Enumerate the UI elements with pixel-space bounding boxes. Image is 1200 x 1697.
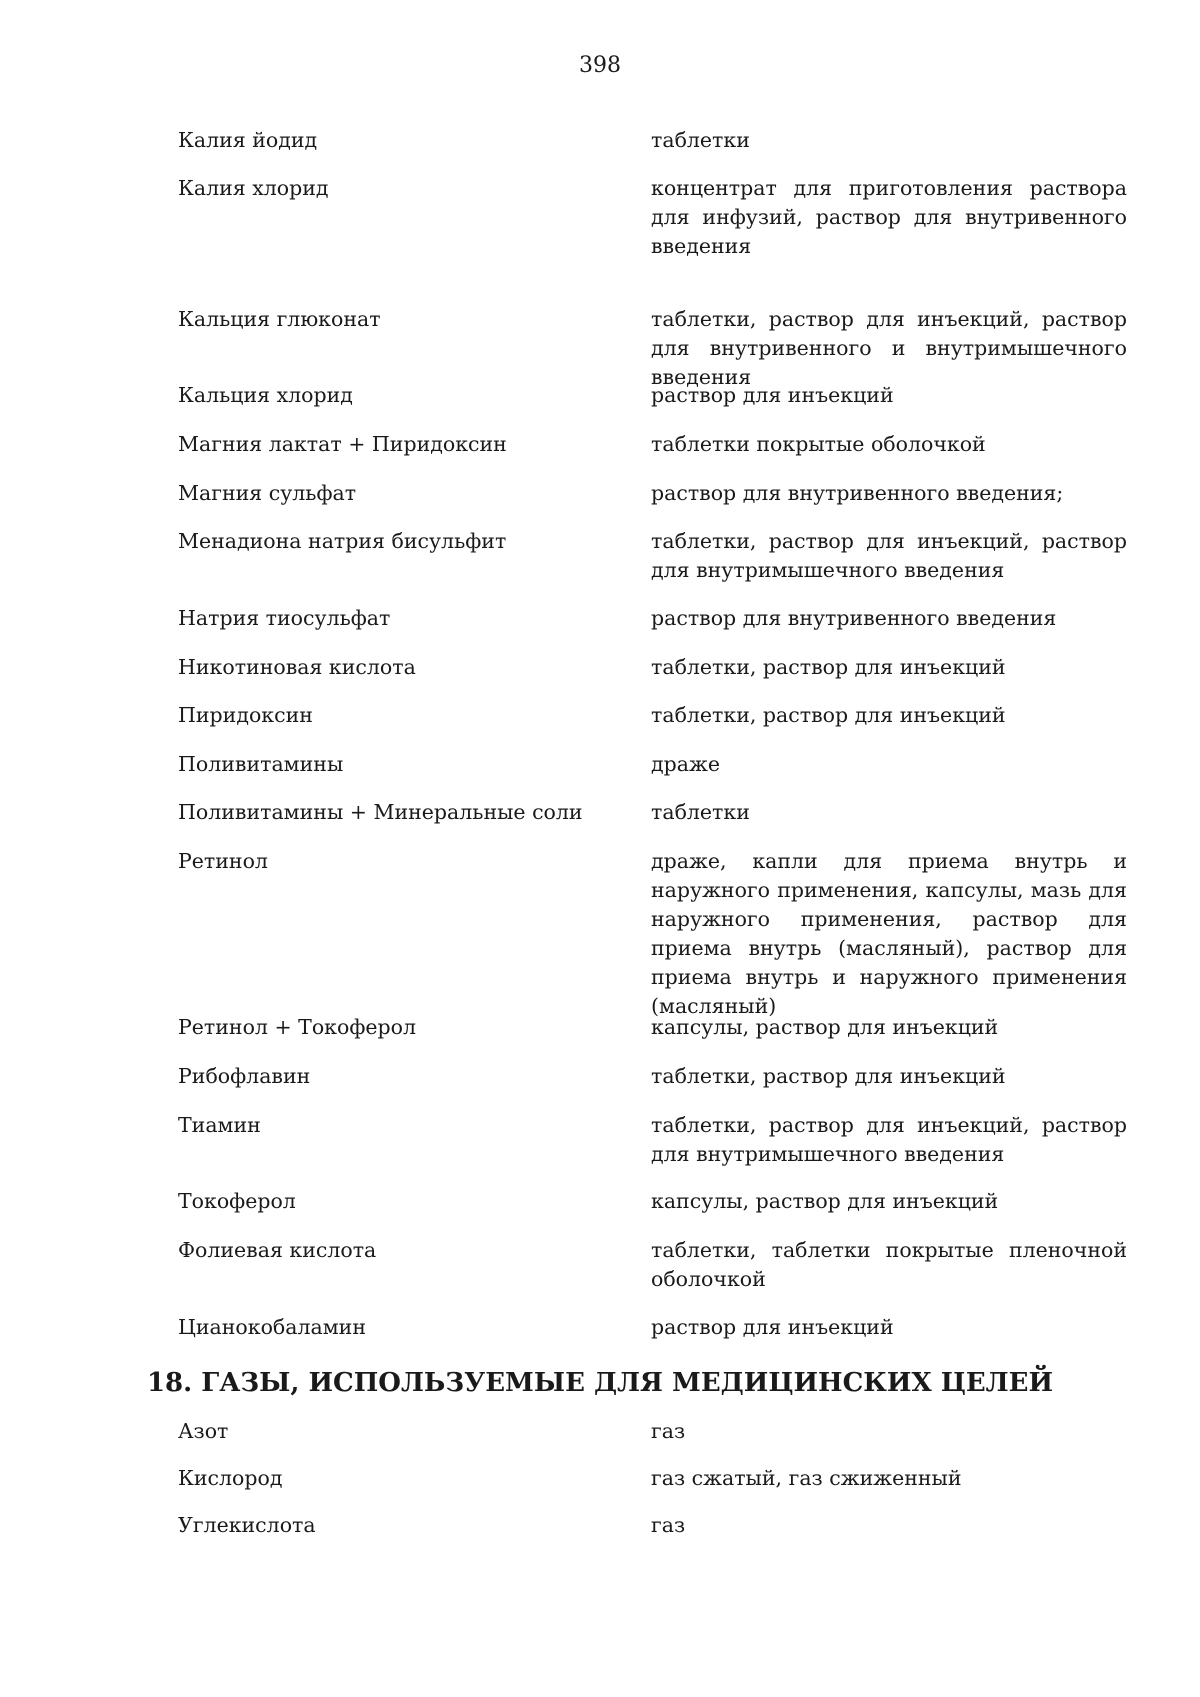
dosage-form: раствор для внутривенного введения; (651, 481, 1064, 505)
drug-name: Поливитамины + Минеральные соли (178, 800, 583, 824)
drug-name: Ретинол + Токоферол (178, 1015, 417, 1039)
dosage-form: капсулы, раствор для инъекций (651, 1015, 999, 1039)
dosage-form: таблетки, таблетки покрытые пленочной оболочкой (651, 1238, 1127, 1291)
drug-name: Кальция глюконат (178, 307, 381, 331)
dosage-form: таблетки, раствор для инъекций, раствор для внутривенного и внутримышечного введения (651, 307, 1127, 389)
dosage-form: таблетки, раствор для инъекций (651, 1064, 1006, 1088)
dosage-form: драже, капли для приема внутрь и наружного применения, капсулы, мазь для наружного применения, раствор для приема внутрь (масляный), раствор для приема внутрь и наружного применения (масляный) (651, 849, 1127, 1018)
drug-name: Ретинол (178, 849, 268, 873)
drug-name: Калия йодид (178, 128, 318, 152)
drug-name: Рибофлавин (178, 1064, 311, 1088)
dosage-form: драже (651, 752, 720, 776)
dosage-form: концентрат для приготовления раствора для инфузий, раствор для внутривенного введения (651, 176, 1127, 258)
page-number: 398 (579, 53, 621, 78)
dosage-form: раствор для инъекций (651, 383, 894, 407)
dosage-form: раствор для инъекций (651, 1315, 894, 1339)
dosage-form: таблетки (651, 800, 750, 824)
drug-name: Углекислота (178, 1513, 316, 1537)
drug-name: Магния лактат + Пиридоксин (178, 432, 507, 456)
dosage-form: таблетки, раствор для инъекций (651, 655, 1006, 679)
drug-name: Азот (178, 1419, 229, 1443)
dosage-form: таблетки покрытые оболочкой (651, 432, 986, 456)
dosage-form: газ (651, 1419, 686, 1443)
dosage-form: капсулы, раствор для инъекций (651, 1189, 999, 1213)
drug-name: Цианокобаламин (178, 1315, 367, 1339)
drug-name: Никотиновая кислота (178, 655, 416, 679)
drug-name: Фолиевая кислота (178, 1238, 377, 1262)
drug-name: Натрия тиосульфат (178, 606, 391, 630)
drug-name: Поливитамины (178, 752, 344, 776)
dosage-form: таблетки, раствор для инъекций (651, 703, 1006, 727)
drug-name: Калия хлорид (178, 176, 329, 200)
dosage-form: таблетки, раствор для инъекций, раствор для внутримышечного введения (651, 1113, 1127, 1166)
drug-name: Магния сульфат (178, 481, 357, 505)
dosage-form: раствор для внутривенного введения (651, 606, 1057, 630)
dosage-form: таблетки (651, 128, 750, 152)
section-heading: 18. ГАЗЫ, ИСПОЛЬЗУЕМЫЕ ДЛЯ МЕДИЦИНСКИХ ЦЕЛЕЙ (146, 1368, 1054, 1398)
dosage-form: газ сжатый, газ сжиженный (651, 1466, 962, 1490)
drug-name: Кислород (178, 1466, 283, 1490)
dosage-form: таблетки, раствор для инъекций, раствор для внутримышечного введения (651, 529, 1127, 582)
drug-name: Кальция хлорид (178, 383, 353, 407)
drug-name: Токоферол (178, 1189, 296, 1213)
drug-name: Менадиона натрия бисульфит (178, 529, 507, 553)
dosage-form: газ (651, 1513, 686, 1537)
drug-name: Пиридоксин (178, 703, 313, 727)
drug-name: Тиамин (178, 1113, 261, 1137)
